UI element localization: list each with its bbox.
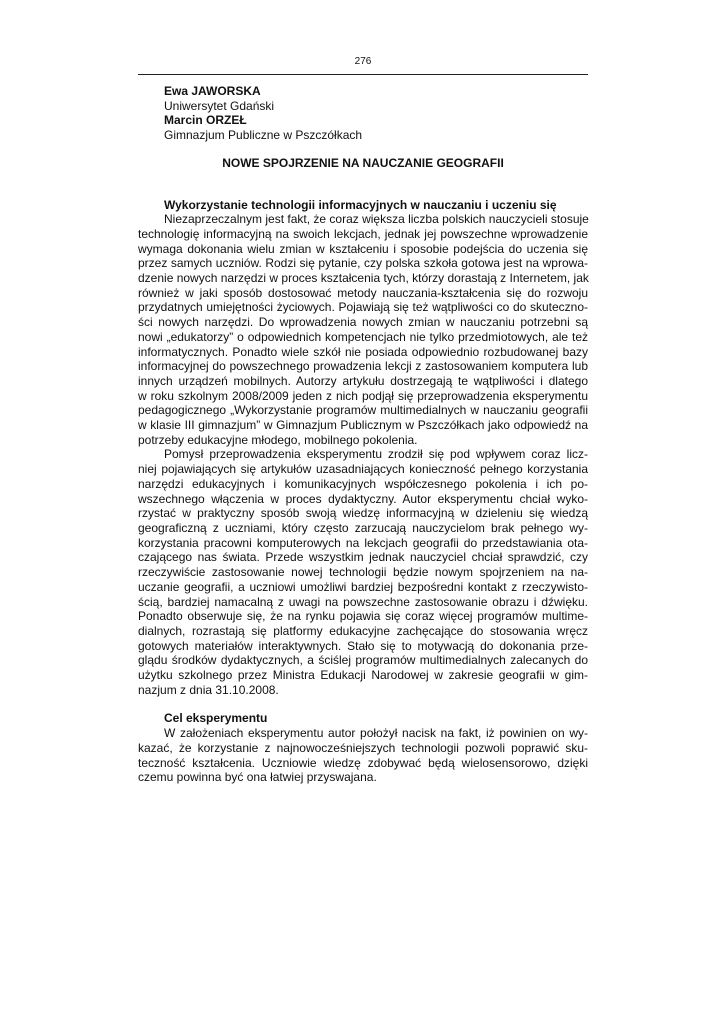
text-line: Ponadto obserwuje się, że na rynku pojawia się coraz więcej programów multime-: [138, 609, 588, 624]
text-line: technologię informacyjną na swoich lekcjach, jednak jej powszechne wprowadzenie: [138, 226, 588, 241]
text-line: Niezaprzeczalnym jest fakt, że coraz większa liczba polskich nauczycieli stosuje: [164, 212, 589, 227]
paragraph: [138, 212, 588, 447]
text-line: wymaga dokonania wielu zmian w kształceniu i sposobie podejścia do uczenia się: [138, 241, 588, 256]
text-line: przydatnych umiejętności życiowych. Pojawiają się też wątpliwości co do skuteczno-: [138, 300, 588, 315]
text-line: nazjum z dnia 31.10.2008.: [138, 682, 279, 697]
text-line: teczność kształcenia. Uczniowie wiedzę zdobywać będą wielosensorowo, dzięki: [138, 755, 588, 770]
text-line: Pomysł przeprowadzenia eksperymentu zrodził się pod wpływem coraz licz-: [164, 447, 588, 462]
text-line: ścią, bardziej namacalną z uwagi na powszechne zastosowanie obrazu i dźwięku.: [138, 594, 588, 609]
text-line: potrzeby edukacyjne młodego, mobilnego pokolenia.: [138, 432, 418, 447]
author-name: Marcin ORZEŁ: [164, 113, 247, 128]
text-line: uczanie geografii, a uczniowi umożliwi bardziej bezpośredni kontakt z rzeczywisto-: [138, 579, 588, 594]
text-line: użytku szkolnego przez Ministra Edukacji Narodowej w zakresie geografii w gim-: [138, 668, 588, 683]
text-line: innych urządzeń mobilnych. Autorzy artykułu dostrzegają te wątpliwości i dlatego: [138, 373, 588, 388]
text-line: gotowych materiałów interaktywnych. Stało się to motywacją do dokonania prze-: [138, 638, 588, 653]
text-line: przez samych uczniów. Rodzi się pytanie, czy polska szkoła gotowa jest na wprowa-: [138, 256, 588, 271]
section-heading: Wykorzystanie technologii informacyjnych w nauczaniu i uczeniu się: [164, 197, 557, 212]
text-line: glądu środków dydaktycznych, a ściślej programów multimedialnych zalecanych do: [138, 653, 588, 668]
header-rule: [138, 74, 588, 75]
text-line: czemu powinna być ona łatwiej przyswajana.: [138, 770, 377, 785]
text-line: korzystania pracowni komputerowych na lekcjach geografii do przedstawiania ota-: [138, 535, 588, 550]
text-line: W założeniach eksperymentu autor położył nacisk na fakt, iż powinien on wy-: [164, 726, 588, 741]
text-line: narzędzi edukacyjnych i komunikacyjnych współczesnego pokolenia i ich po-: [138, 476, 588, 491]
text-line: niej pojawiających się artykułów uzasadniających konieczność pełnego korzystania: [138, 462, 588, 477]
text-line: ści nowych narzędzi. Do wprowadzenia nowych zmian w nauczaniu potrzebni są: [138, 315, 588, 330]
paragraph: [138, 447, 588, 697]
article-title: NOWE SPOJRZENIE NA NAUCZANIE GEOGRAFII: [222, 155, 504, 170]
text-line: dzenie nowych narzędzi w proces kształcenia tych, którzy dorastają z Internetem, jak: [138, 271, 589, 286]
text-line: w klasie III gimnazjum” w Gimnazjum Publicznym w Pszczółkach jako odpowiedź na: [138, 418, 588, 433]
text-line: rzeczywiście zastosowanie nowej technologii będzie nowym spojrzeniem na na-: [138, 565, 588, 580]
text-line: informatycznych. Ponadto wiele szkół nie posiada odpowiednio rozbudowanej bazy: [138, 344, 588, 359]
author-affiliation: Gimnazjum Publiczne w Pszczółkach: [164, 128, 363, 143]
page-number: 276: [354, 56, 372, 67]
article-body: [138, 84, 588, 785]
text-line: dialnych, rozrastają się platformy edukacyjne zachęcające do stosowania wręcz: [138, 623, 588, 638]
author-block: [164, 84, 588, 143]
section-heading: Cel eksperymentu: [164, 711, 268, 726]
text-line: rzystać w praktyczny sposób swoją wiedzę informacyjną w dzieleniu się wiedzą: [138, 506, 588, 521]
text-line: również w jaki sposób dostosować metody nauczania-kształcenia się do rozwoju: [138, 285, 588, 300]
text-line: kazać, że korzystanie z najnowocześniejszych technologii pozwoli poprawić sku-: [138, 740, 588, 755]
text-line: pedagogicznego „Wykorzystanie programów multimedialnych w nauczaniu geografii: [138, 403, 588, 418]
text-line: nowi „edukatorzy” o odpowiednich kompetencjach nie tylko przedmiotowych, ale też: [138, 329, 588, 344]
text-line: informacyjnej do powszechnego prowadzenia lekcji z zastosowaniem komputera lub: [138, 359, 588, 374]
text-line: geograficzną z uczniami, który często zarzucają nauczycielom brak pełnego wy-: [138, 520, 588, 535]
text-line: w roku szkolnym 2008/2009 jeden z nich podjął się przeprowadzenia eksperymentu: [138, 388, 588, 403]
paragraph: [138, 726, 588, 785]
author-name: Ewa JAWORSKA: [164, 84, 261, 98]
text-line: czającego nas świata. Przede wszystkim jednak nauczyciel chciał sprawdzić, czy: [138, 550, 588, 565]
author-affiliation: Uniwersytet Gdański: [164, 98, 275, 113]
text-line: wszechnego włączenia w proces dydaktyczny. Autor eksperymentu chciał wyko-: [138, 491, 588, 506]
